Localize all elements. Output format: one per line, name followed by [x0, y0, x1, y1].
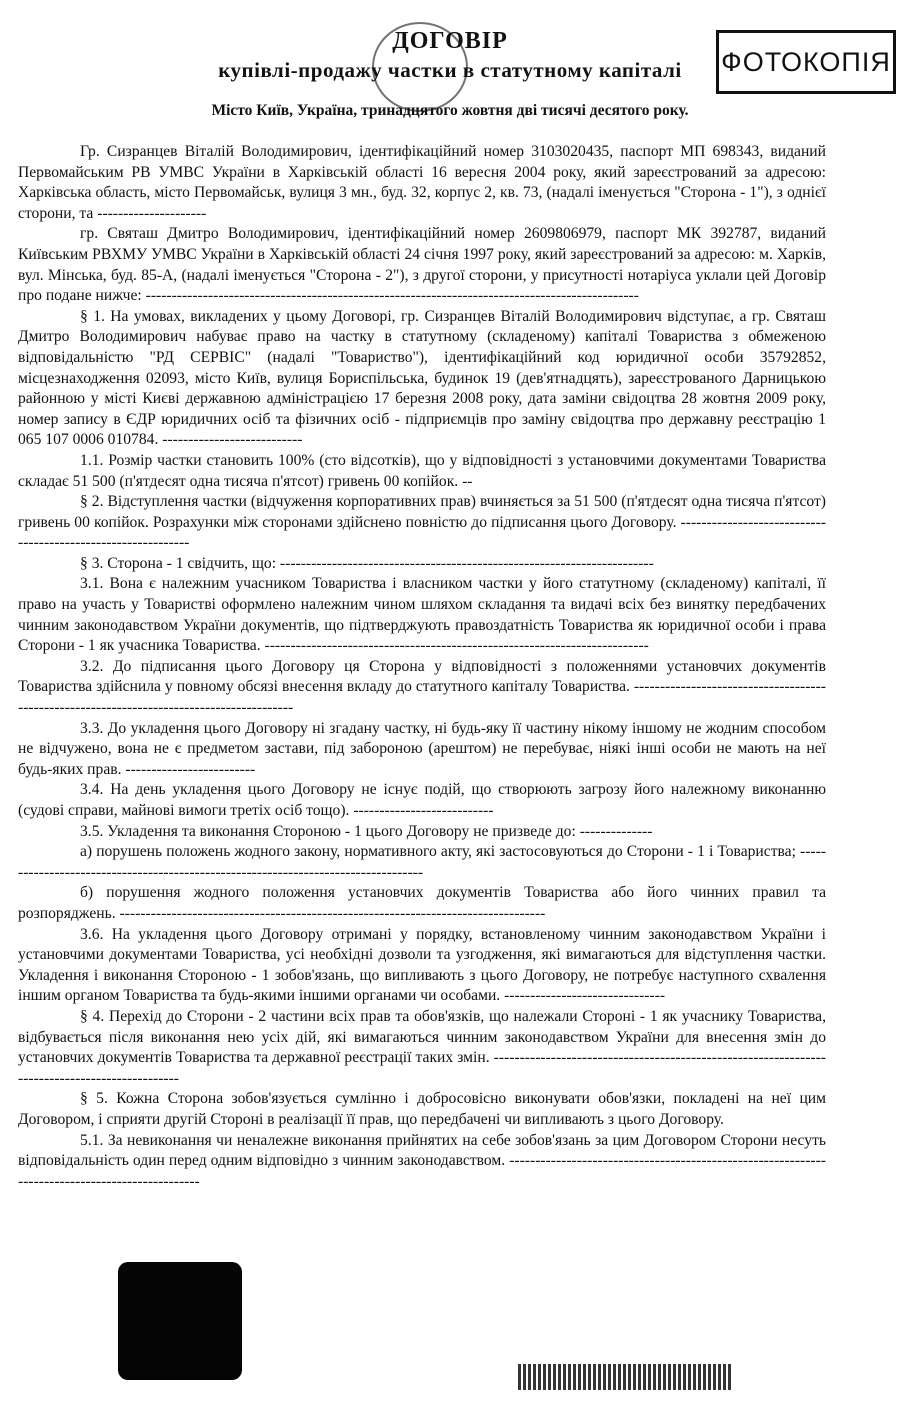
place-and-date: Місто Київ, Україна, тринадцятого жовтня дві тисячі десятого року. — [211, 102, 689, 119]
paragraph-section-5: § 5. Кожна Сторона зобов'язується сумлінно і добросовісно виконувати обов'язки, покладені на неї цим Договором, і сприяти другій Стороні в реалізації її прав, що передбачені чи випливають з цього Договору. — [18, 1090, 826, 1128]
photocopy-stamp: ФОТОКОПІЯ — [716, 30, 896, 94]
paragraph-3-6: 3.6. На укладення цього Договору отримані у порядку, встановленому чинним законодавством України і установчими документами Товариства, усі необхідні дозволи та узгодження, які вимагаються для відступлення частки. Укладення і виконання Стороною - 1 зобов'язань, що випливають з цього Договору, не потребує наступного схвалення іншим органом Товариства та будь-якими іншими органами чи особами. ------------------------------- — [18, 925, 826, 1005]
paragraph-3-4: 3.4. На день укладення цього Договору не існує подій, що створюють загрозу його належному виконанню (судові справи, майнові вимоги третіх осіб тощо). --------------------------- — [18, 781, 826, 819]
document-subtitle: купівлі-продажу частки в статутному капіталі — [218, 58, 682, 82]
bottom-stamp-mark — [518, 1364, 732, 1390]
paragraph-1-1: 1.1. Розмір частки становить 100% (сто відсотків), що у відповідності з установчими документами Товариства складає 51 500 (п'ятдесят одна тисяча п'ятсот) гривень 00 копійок. -- — [18, 451, 826, 490]
redaction-block — [118, 1262, 242, 1380]
paragraph-party-1: Гр. Сизранцев Віталій Володимирович, ідентифікаційний номер 3103020435, паспорт МП 698343, виданий Первомайським РВ УМВС України в Харківській області 16 вересня 2004 року, який зареєстрований за адресою: Харківська область, місто Первомайськ, вулиця 3 мн., буд. 32, корпус 2, кв. 73, (надалі іменується "Сторона - 1"), з однієї сторони, та --------------------- — [18, 143, 826, 222]
paragraph-3-1: 3.1. Вона є належним учасником Товариства і власником частки у його статутному (складеному) капіталі, її право на участь у Товаристві оформлено належним чином шляхом складання та видачі всіх без винятку передбачених чинним законодавством України документів, що підтверджують правоздатність Товариства як юридичної особи і права Сторони - 1 як учасника Товариства. -------------------------------------------------------------------------- — [18, 575, 826, 655]
paragraph-5-1: 5.1. За невиконання чи неналежне виконання прийнятих на себе зобов'язань за цим Договором Сторони несуть відповідальність один перед одним відповідно з чинним законодавством. ------------------------------------------------------------------------------------------------ — [18, 1131, 826, 1190]
document-title: ДОГОВІР — [392, 28, 508, 54]
paragraph-section-4: § 4. Перехід до Сторони - 2 частини всіх прав та обов'язків, що належали Стороні - 1 як учаснику Товариства, відбувається після виконання нею усіх дій, які вимагаються чинним законодавством України для внесення змін до установчих документів Товариства та державної реєстрації таких змін. ----------------------------------------------------------------------------------------------- — [18, 1007, 826, 1087]
paragraph-3-2: 3.2. До підписання цього Договору ця Сторона у відповідності з положеннями установчих документів Товариства здійснила у повному обсязі внесення вкладу до статутного капіталу Товариства. ------------------------------------------------------------------------------------------ — [18, 657, 826, 717]
paragraph-party-2: гр. Святаш Дмитро Володимирович, ідентифікаційний номер 2609806979, паспорт МК 392787, виданий Київським РВХМУ УМВС України в Харківській області 24 січня 1997 року, який зареєстрований за адресою: м. Харків, вул. Мінська, буд. 85-А, (надалі іменується "Сторона - 2"), з другої сторони, у присутності нотаріуса уклали цей Договір про подане нижче: ----------------------------------------------------------------------------------------------- — [18, 225, 826, 305]
document-body — [18, 142, 826, 1192]
paragraph-section-2: § 2. Відступлення частки (відчуження корпоративних прав) вчиняється за 51 500 (п'ятдесят одна тисяча п'ятсот) гривень 00 копійок. Розрахунки між сторонами здійснено повністю до підписання цього Договору. ------------------------------------------------------------- — [18, 493, 826, 552]
paragraph-3-5: 3.5. Укладення та виконання Стороною - 1 цього Договору не призведе до: -------------- — [80, 822, 653, 840]
paragraph-section-3: § 3. Сторона - 1 свідчить, що: ------------------------------------------------------------------------ — [80, 554, 654, 572]
paragraph-3-5-b: б) порушення жодного положення установчих документів Товариства або його чинних правил та розпоряджень. ---------------------------------------------------------------------------------- — [18, 884, 826, 922]
paragraph-3-3: 3.3. До укладення цього Договору ні згадану частку, ні будь-яку її частину нікому іншому не жодним способом не відчужено, вона не є предметом застави, під забороною (арештом) не перебуває, ніякі інші особи не мають на неї будь-яких прав. ------------------------- — [18, 719, 826, 778]
paragraph-3-5-a: а) порушень положень жодного закону, нормативного акту, які застосовуються до Сторони - 1 і Товариства; ----------------------------------------------------------------------------------- — [18, 843, 826, 881]
paragraph-section-1: § 1. На умовах, викладених у цьому Договорі, гр. Сизранцев Віталій Володимирович відступає, а гр. Святаш Дмитро Володимирович набуває право на частку в статутному (складеному) капіталі Товариства з обмеженою відповідальністю "РД СЕРВІС" (надалі "Товариство"), ідентифікаційний код юридичної особи 35792852, місцезнаходження 02093, місто Київ, вулиця Бориспільська, будинок 19 (дев'ятнадцять), зареєстрованого Дарницькою районною у місті Києві державною адміністрацією 17 березня 2008 року, дата заміни свідоцтва 28 жовтня 2009 року, номер запису в ЄДР юридичних осіб та фізичних осіб - підприємців про заміну свідоцтва про державну реєстрацію 1 065 107 0006 010784. --------------------------- — [18, 307, 826, 449]
